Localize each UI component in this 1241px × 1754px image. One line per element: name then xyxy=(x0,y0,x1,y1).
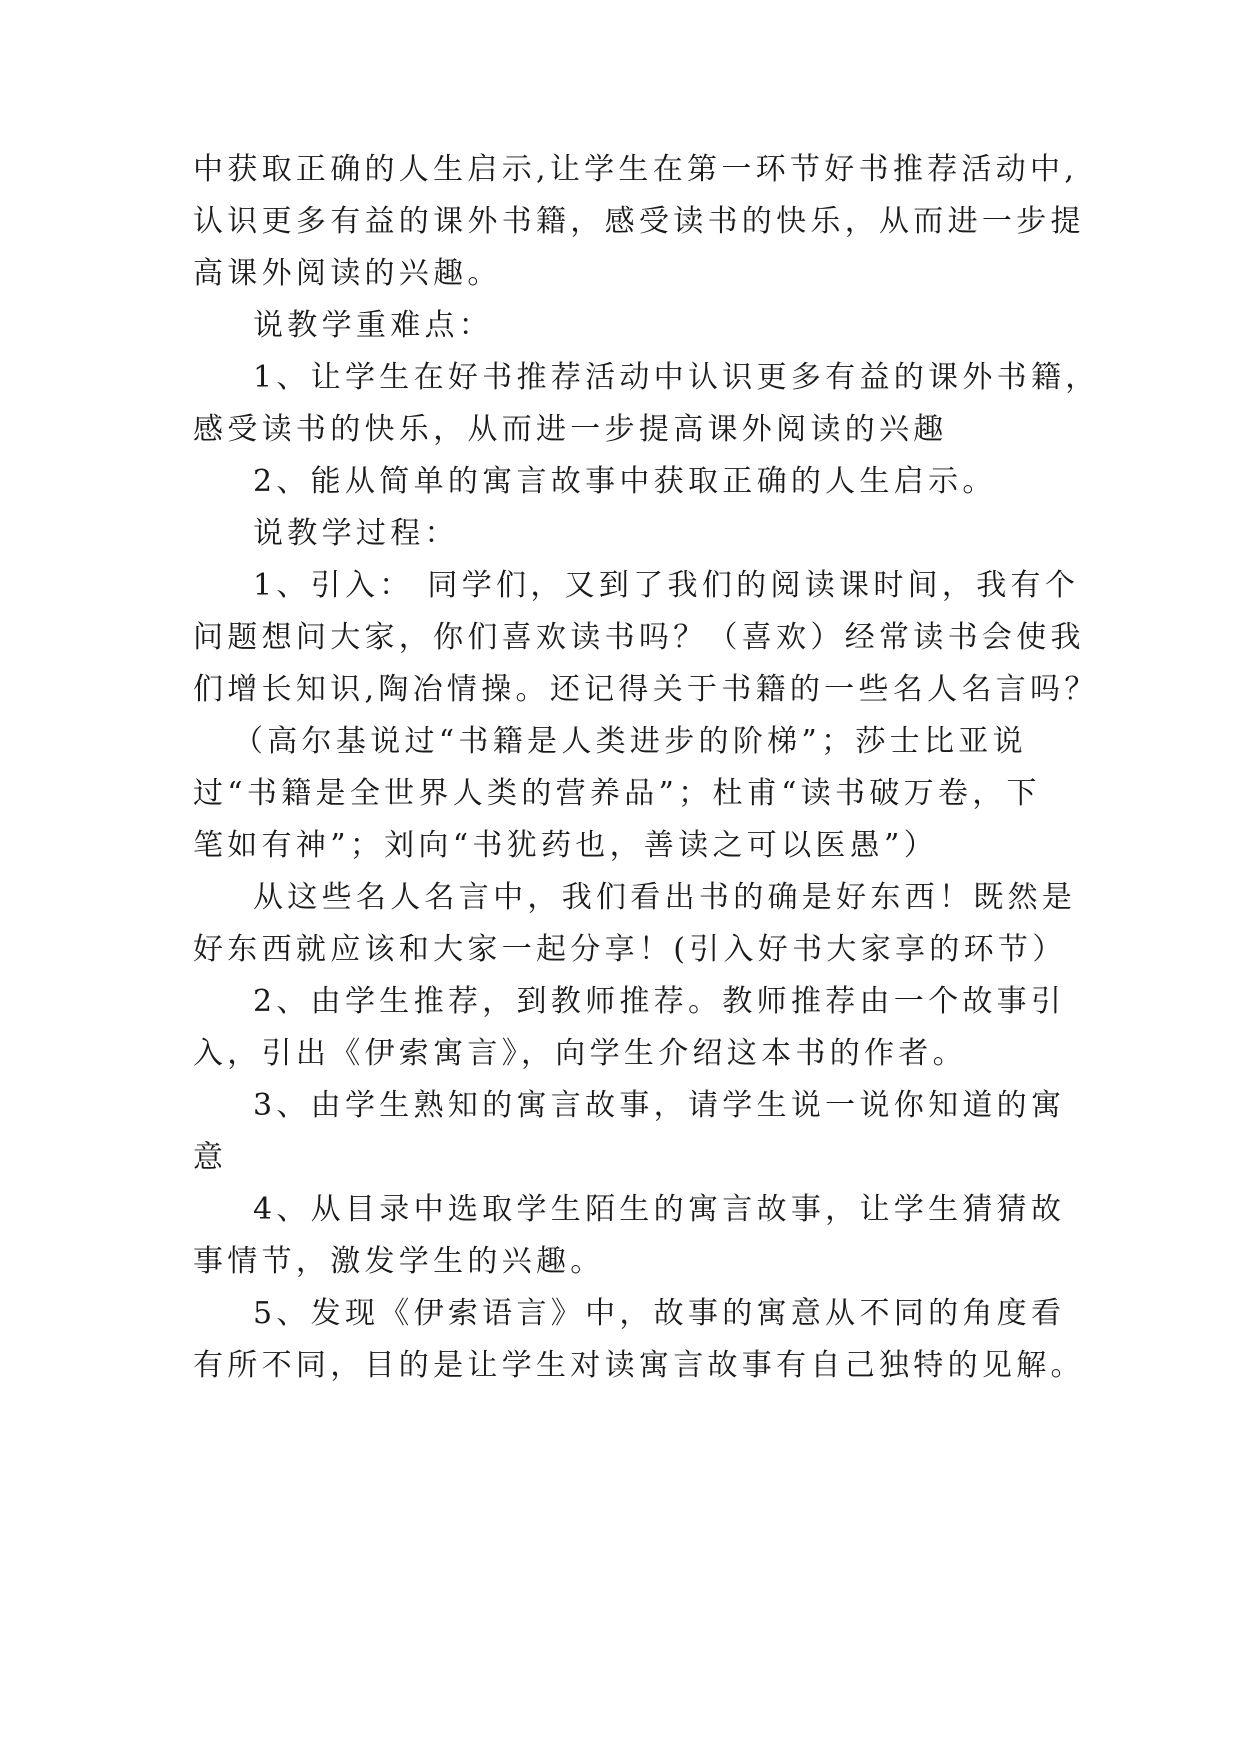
text-line: 过“书籍是全世界人类的营养品”；杜甫“读书破万卷，下 xyxy=(193,776,1041,811)
text-line: 事情节，激发学生的兴趣。 xyxy=(193,1244,605,1279)
text-line: 4、从目录中选取学生陌生的寓言故事，让学生猜猜故 xyxy=(253,1192,1066,1227)
text-line: 1、让学生在好书推荐活动中认识更多有益的课外书籍， xyxy=(253,360,1100,395)
text-line: 高课外阅读的兴趣。 xyxy=(193,256,502,291)
text-line: 从这些名人名言中，我们看出书的确是好东西！既然是 xyxy=(253,880,1077,915)
text-line: 感受读书的快乐，从而进一步提高课外阅读的兴趣 xyxy=(193,412,948,447)
text-line: 有所不同，目的是让学生对读寓言故事有自己独特的见解。 xyxy=(193,1348,1085,1383)
text-line: 们增长知识,陶冶情操。还记得关于书籍的一些名人名言吗？ xyxy=(193,672,1099,707)
text-line: 问题想问大家，你们喜欢读书吗？（喜欢）经常读书会使我 xyxy=(193,620,1085,655)
text-line: （高尔基说过“书籍是人类进步的阶梯”；莎士比亚说 xyxy=(233,724,1027,759)
text-line: 5、发现《伊索语言》中，故事的寓意从不同的角度看 xyxy=(253,1296,1066,1331)
text-line: 2、能从简单的寓言故事中获取正确的人生启示。 xyxy=(253,464,997,499)
text-line: 意 xyxy=(193,1140,228,1175)
section-heading: 说教学过程： xyxy=(253,516,459,551)
text-line: 2、由学生推荐，到教师推荐。教师推荐由一个故事引 xyxy=(253,984,1066,1019)
text-line: 笔如有神”；刘向“书犹药也，善读之可以医愚”） xyxy=(193,828,938,863)
text-line: 认识更多有益的课外书籍，感受读书的快乐，从而进一步提 xyxy=(193,204,1085,239)
text-line: 入，引出《伊索寓言》，向学生介绍这本书的作者。 xyxy=(193,1036,967,1071)
text-line: 3、由学生熟知的寓言故事，请学生说一说你知道的寓 xyxy=(253,1088,1066,1123)
text-line: 好东西就应该和大家一起分享！(引入好书大家享的环节） xyxy=(193,932,1067,967)
text-line: 1、引入： 同学们，又到了我们的阅读课时间，我有个 xyxy=(253,568,1080,603)
section-heading: 说教学重难点： xyxy=(253,308,494,343)
text-line: 中获取正确的人生启示,让学生在第一环节好书推荐活动中, xyxy=(193,152,1079,187)
